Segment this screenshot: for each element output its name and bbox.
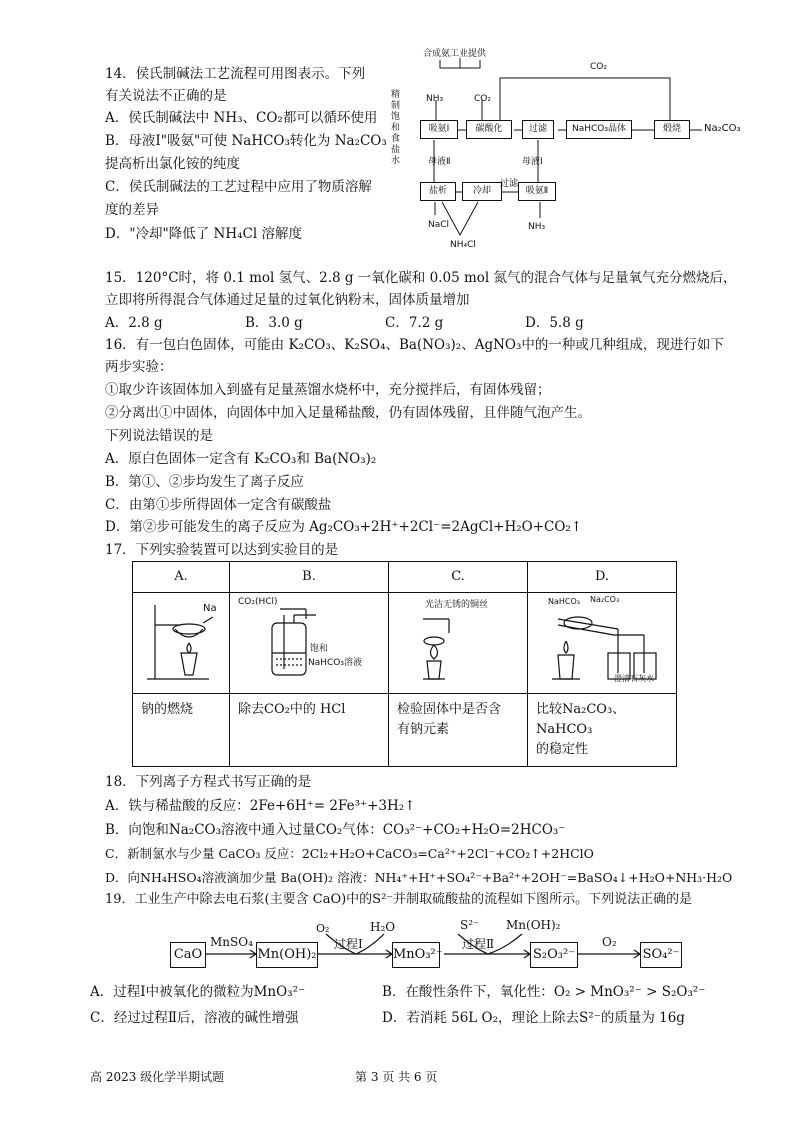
q15-stem-line1: 15．120°C时，将 0.1 mol 氢气、2.8 g 一氧化碳和 0.05 mol 氮气的混合气体与足量氧气充分燃烧后， — [105, 270, 737, 286]
q16-option-c: C．由第①步所得固体一定含有碳酸盐 — [105, 497, 332, 513]
q14-co2-label: CO₂ — [474, 94, 491, 104]
q19-stem: 19．工业生产中除去电石浆(主要含 CaO)中的S²⁻并制取硫酸盐的流程如下图所示。下列说法正确的是 — [105, 892, 693, 907]
q17-header-d: D. — [528, 562, 677, 593]
q14-option-c-line1: C．侯氏制碱法的工艺过程中应用了物质溶解 — [105, 179, 372, 195]
q17-desc-d-line1: 比较Na₂CO₃、NaHCO₃ — [536, 702, 626, 737]
q17-label-nahco3-solution: NaHCO₃溶液 — [308, 658, 362, 668]
q14-product-label: Na₂CO₃ — [704, 123, 741, 134]
footer-exam-title: 高 2023 级化学半期试题 — [90, 1070, 225, 1084]
q17-desc-c — [389, 694, 528, 767]
footer-page-number: 第 3 页 共 6 页 — [355, 1070, 438, 1084]
q19-option-c: C．经过过程Ⅱ后，溶液的碱性增强 — [90, 1010, 299, 1026]
q17-label-limewater: 澄清石灰水 — [614, 674, 654, 683]
q19-box-so4: SO₄²⁻ — [640, 942, 682, 968]
q17-experiment-table — [132, 561, 677, 767]
q18-option-b: B．向饱和Na₂CO₃溶液中通入过量CO₂气体：CO₃²⁻+CO₂+H₂O=2HCO₃⁻ — [105, 822, 566, 838]
q19-label-o2-2: O₂ — [602, 935, 617, 949]
q19-box-mno3: MnO₃²⁻ — [392, 942, 440, 968]
q14-box-carbonation: 碳酸化 — [466, 120, 512, 139]
q17-label-co2hcl: CO₂(HCl) — [238, 597, 278, 607]
q19-label-process1: 过程Ⅰ — [334, 937, 363, 951]
q15-option-b: B．3.0 g — [245, 315, 303, 331]
q14-box-saltout: 盐析 — [420, 182, 456, 201]
q17-label-copper-wire: 光洁无锈的铜丝 — [425, 600, 489, 610]
q14-option-d: D．"冷却"降低了 NH₄Cl 溶解度 — [105, 226, 302, 242]
q14-filter-label: 过滤 — [500, 179, 519, 189]
q14-option-a: A．侯氏制碱法中 NH₃、CO₂都可以循环使用 — [105, 110, 378, 126]
q17-label-d-nahco3: NaHCO₃ — [548, 597, 580, 606]
q17-label-saturated: 饱和 — [310, 644, 329, 654]
q17-stem: 17．下列实验装置可以达到实验目的是 — [105, 542, 339, 558]
q18-stem: 18．下列离子方程式书写正确的是 — [105, 774, 312, 790]
q17-apparatus-d — [528, 593, 677, 694]
q17-desc-c-line1: 检验固体中是否含 — [397, 702, 502, 717]
q16-stem-line2: 两步实验： — [105, 359, 173, 375]
q15-option-d: D．5.8 g — [525, 315, 584, 331]
q14-nh3-bottom-label: NH₃ — [528, 222, 546, 232]
q18-option-a: A．铁与稀盐酸的反应：2Fe+6H⁺= 2Fe³⁺+3H₂↑ — [105, 798, 416, 814]
q19-box-s2o3: S₂O₃²⁻ — [530, 942, 578, 968]
q16-option-a: A．原白色固体一定含有 K₂CO₃和 Ba(NO₃)₂ — [105, 451, 377, 467]
q14-box-absorb2: 吸氨Ⅱ — [518, 182, 556, 201]
q17-desc-c-line2: 有钠元素 — [397, 722, 450, 737]
q14-nh3-label: NH₃ — [426, 94, 444, 104]
q17-desc-a: 钠的燃烧 — [133, 694, 230, 767]
q17-apparatus-c — [389, 593, 528, 694]
q14-option-b-line1: B．母液Ⅰ"吸氨"可使 NaHCO₃转化为 Na₂CO₃ — [105, 133, 387, 149]
q14-mother1-label: 母液Ⅰ — [522, 157, 543, 167]
q19-option-b: B．在酸性条件下，氧化性：O₂ > MnO₃²⁻ > S₂O₃²⁻ — [382, 984, 706, 1000]
q17-desc-b: 除去CO₂中的 HCl — [230, 694, 389, 767]
q14-brine-label: 精制饱和食盐水 — [391, 90, 401, 166]
q17-label-na: Na — [203, 603, 217, 614]
q16-stem-line1: 16．有一包白色固体，可能由 K₂CO₃、K₂SO₄、Ba(NO₃)₂、AgNO₃中的一种或几种组成，现进行如下 — [105, 337, 724, 353]
q14-box-absorb1: 吸氨Ⅰ — [420, 120, 458, 139]
q19-label-mnoh2-top: Mn(OH)₂ — [506, 918, 561, 932]
q19-label-mnso4: MnSO₄ — [210, 935, 253, 949]
q19-label-h2o: H₂O — [370, 920, 396, 934]
q18-option-c: C．新制氯水与少量 CaCO₃ 反应：2Cl₂+H₂O+CaCO₃=Ca²⁺+2Cl⁻+CO₂↑+2HClO — [105, 846, 594, 861]
q17-desc-d — [528, 694, 677, 767]
q14-nh4cl-label: NH₄Cl — [450, 240, 476, 250]
q14-option-b-line2: 提高析出氯化铵的纯度 — [105, 156, 240, 172]
q19-box-cao: CaO — [170, 942, 206, 968]
q17-apparatus-b — [230, 593, 389, 694]
q17-desc-d-line2: 的稳定性 — [536, 742, 589, 757]
q17-header-b: B. — [230, 562, 389, 593]
q15-option-a: A．2.8 g — [105, 315, 163, 331]
q17-header-c: C. — [389, 562, 528, 593]
q16-option-d: D．第②步可能发生的离子反应为 Ag₂CO₃+2H⁺+2Cl⁻=2AgCl+H₂O+CO₂↑ — [105, 519, 583, 535]
q14-stem-line2: 有关说法不正确的是 — [105, 88, 227, 104]
q19-option-d: D．若消耗 56L O₂，理论上除去S²⁻的质量为 16g — [382, 1010, 685, 1026]
q16-step1: ①取少许该固体加入到盛有足量蒸馏水烧杯中，充分搅拌后，有固体残留； — [105, 382, 551, 398]
q17-apparatus-a — [133, 593, 230, 694]
q16-option-b: B．第①、②步均发生了离子反应 — [105, 474, 304, 490]
q14-box-cool: 冷却 — [462, 182, 502, 201]
q14-box-calcine: 煅烧 — [654, 120, 690, 139]
q16-ask: 下列说法错误的是 — [105, 428, 213, 444]
q17-header-a: A. — [133, 562, 230, 593]
q14-nacl-label: NaCl — [428, 220, 450, 230]
q14-co2-recycle-label: CO₂ — [590, 62, 607, 72]
q16-step2: ②分离出①中固体，向固体中加入足量稀盐酸，仍有固体残留，且伴随气泡产生。 — [105, 405, 591, 421]
q19-label-o2-1: O₂ — [316, 922, 330, 935]
q15-option-c: C．7.2 g — [385, 315, 444, 331]
q19-label-process2: 过程Ⅱ — [462, 937, 495, 951]
q14-box-nahco3-crystal: NaHCO₃晶体 — [566, 120, 632, 139]
q18-option-d: D．向NH₄HSO₄溶液滴加少量 Ba(OH)₂ 溶液：NH₄⁺+H⁺+SO₄²⁻+Ba²⁺+2OH⁻=BaSO₄↓+H₂O+NH₃·H₂O — [105, 870, 733, 885]
q19-option-a: A．过程Ⅰ中被氧化的微粒为MnO₃²⁻ — [90, 984, 306, 1000]
q14-box-filter: 过滤 — [522, 120, 554, 139]
q14-supply-label: 合成氨工业提供 — [423, 49, 487, 59]
q14-stem-line1: 14．侯氏制碱法工艺流程可用图表示。下列 — [105, 66, 366, 82]
q19-box-mnoh2: Mn(OH)₂ — [256, 942, 318, 968]
q14-option-c-line2: 度的差异 — [105, 202, 159, 218]
gas-washing-bottle-icon — [230, 593, 388, 689]
q14-mother2-label: 母液Ⅱ — [428, 157, 451, 167]
q15-stem-line2: 立即将所得混合气体通过足量的过氧化钠粉末，固体质量增加 — [105, 292, 470, 308]
q17-label-d-na2co3: Na₂CO₃ — [590, 595, 620, 604]
q19-label-s2: S²⁻ — [460, 918, 480, 932]
